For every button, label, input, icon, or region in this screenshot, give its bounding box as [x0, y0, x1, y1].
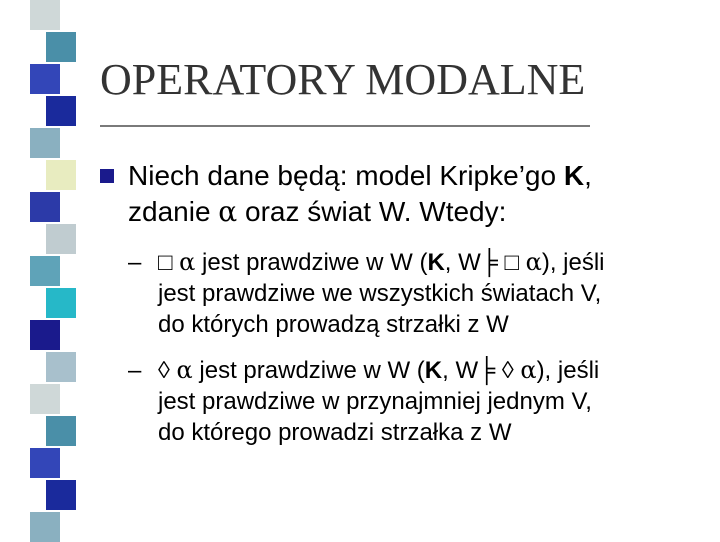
subbullet-item-diamond: – ◊ α jest prawdziwe w W (K, W╞ ◊ α), jeśli jest prawdziwe w przynajmniej jednym V, do którego prowadzi strzałka z W: [128, 355, 688, 448]
stripe-square: [30, 512, 60, 542]
subbullet-line: do których prowadzą strzałki z W: [158, 311, 509, 338]
stripe-square: [46, 96, 76, 126]
subbullet-line: do którego prowadzi strzałka z W: [158, 419, 512, 446]
stripe-square: [30, 320, 60, 350]
subbullet-diamond: [128, 355, 688, 448]
decorative-stripe: [0, 0, 76, 540]
dash-marker: –: [128, 249, 142, 276]
subbullet-line: jest prawdziwe we wszystkich światach V,: [158, 280, 602, 307]
bullet-1-line1: Niech dane będą: model Kripke’go K,: [128, 160, 592, 191]
stripe-square: [30, 128, 60, 158]
stripe-square: [30, 0, 60, 30]
stripe-square: [30, 192, 60, 222]
stripe-square: [30, 64, 60, 94]
stripe-square: [46, 160, 76, 190]
diamond-operator-icon: ◊: [501, 357, 514, 384]
stripe-square: [46, 480, 76, 510]
stripe-square: [30, 256, 60, 286]
box-operator-icon: □: [504, 249, 519, 276]
stripe-square: [30, 384, 60, 414]
bullet-item-1: [128, 158, 698, 230]
bullet-square-icon: [100, 169, 114, 183]
diamond-operator-icon: ◊: [158, 357, 170, 384]
box-operator-icon: □: [158, 249, 173, 276]
dash-marker: –: [128, 357, 142, 384]
stripe-square: [46, 32, 76, 62]
title-divider: [100, 125, 590, 127]
stripe-square: [46, 224, 76, 254]
stripe-square: [46, 352, 76, 382]
subbullet-line: jest prawdziwe w przynajmniej jednym V,: [158, 388, 592, 415]
slide-title: OPERATORY MODALNE: [100, 55, 586, 104]
stripe-square: [46, 288, 76, 318]
stripe-square: [30, 448, 60, 478]
subbullet-box: [128, 247, 688, 340]
subbullet-item-box: – □ α jest prawdziwe w W (K, W╞ □ α), jeśli jest prawdziwe we wszystkich światach V, do których prowadzą strzałki z W: [128, 247, 688, 340]
bullet-1-line2: zdanie α oraz świat W. Wtedy:: [128, 195, 507, 228]
stripe-square: [46, 416, 76, 446]
